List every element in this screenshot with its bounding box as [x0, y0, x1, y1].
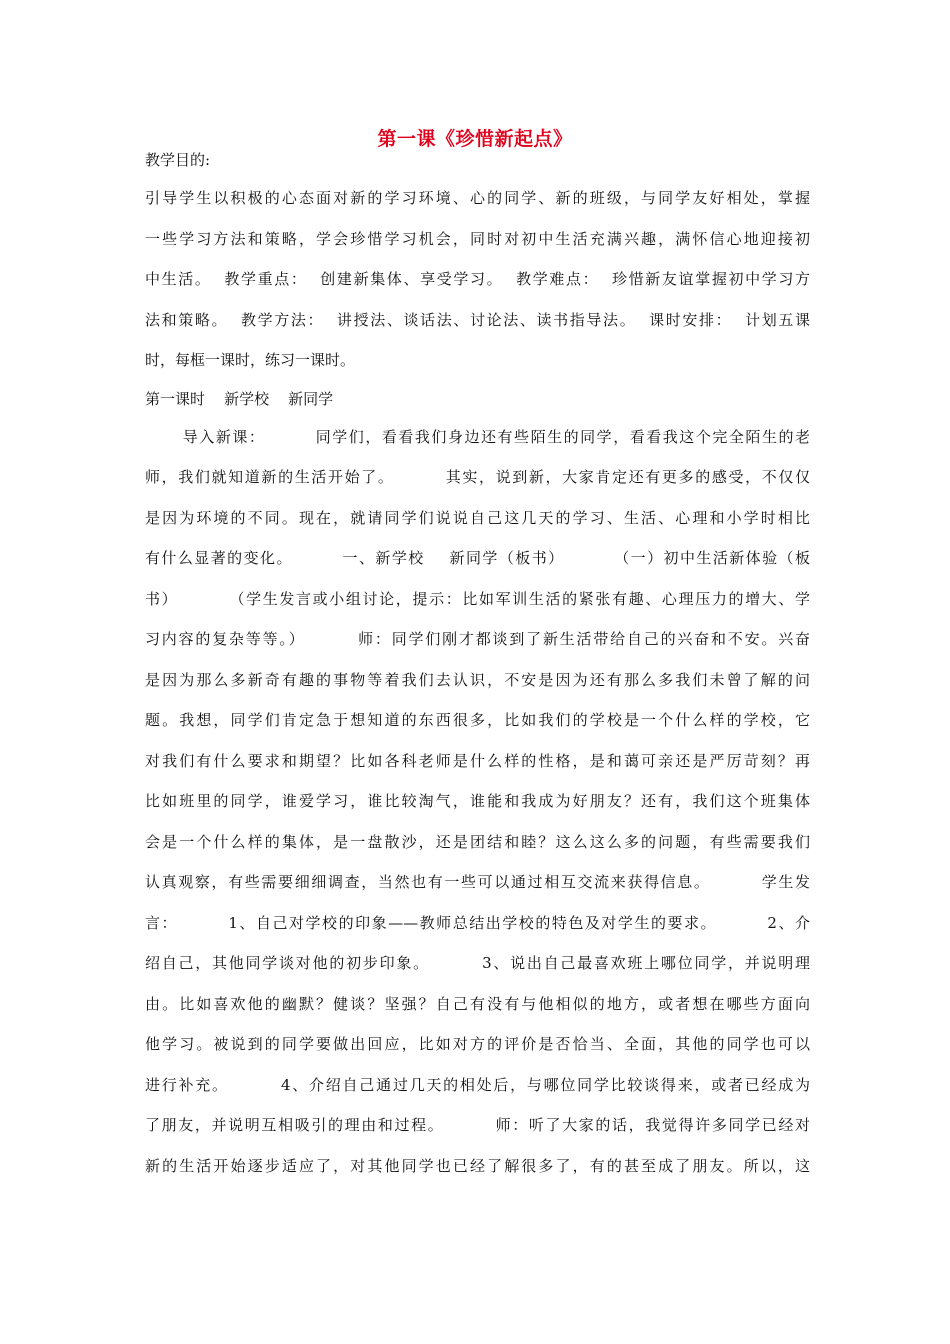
text-line: 法和策略。 教学方法： 讲授法、谈话法、讨论法、读书指导法。 课时安排： 计划五课: [145, 311, 810, 329]
section-heading-lesson-one: 第一课时 新学校 新同学: [145, 390, 334, 408]
text-line: 他学习。被说到的同学要做出回应，比如对方的评价是否恰当、全面，其他的同学也可以: [145, 1035, 810, 1053]
text-line: 导入新课： 同学们，看看我们身边还有些陌生的同学，看看我这个完全陌生的老: [145, 428, 810, 446]
text-line: 言： 1、自己对学校的印象——教师总结出学校的特色及对学生的要求。 2、介: [145, 914, 810, 932]
text-line: 是因为环境的不同。现在，就请同学们说说自己这几天的学习、生活、心理和小学时相比: [145, 509, 810, 527]
text-line: 是因为那么多新奇有趣的事物等着我们去认识，不安是因为还有那么多我们未曾了解的问: [145, 671, 810, 689]
document-title: 第一课《珍惜新起点》: [377, 128, 573, 150]
text-line: 了朋友，并说明互相吸引的理由和过程。 师：听了大家的话，我觉得许多同学已经对: [145, 1116, 810, 1134]
text-line: 会是一个什么样的集体，是一盘散沙，还是团结和睦？这么这么多的问题，有些需要我们: [145, 833, 810, 851]
text-line: 题。我想，同学们肯定急于想知道的东西很多，比如我们的学校是一个什么样的学校，它: [145, 711, 810, 729]
text-line: 书） （学生发言或小组讨论，提示：比如军训生活的紧张有趣、心理压力的增大、学: [145, 590, 810, 608]
text-line: 师，我们就知道新的生活开始了。 其实，说到新，大家肯定还有更多的感受，不仅仅: [145, 468, 810, 486]
text-line: 有什么显著的变化。 一、新学校 新同学（板书） （一）初中生活新体验（板: [145, 549, 810, 567]
section-heading-objectives: 教学目的:: [145, 151, 211, 169]
text-line: 进行补充。 4、介绍自己通过几天的相处后，与哪位同学比较谈得来，或者已经成为: [145, 1076, 810, 1094]
text-line: 比如班里的同学，谁爱学习，谁比较淘气，谁能和我成为好朋友？还有，我们这个班集体: [145, 792, 810, 810]
text-line: 对我们有什么要求和期望？比如各科老师是什么样的性格，是和蔼可亲还是严厉苛刻？再: [145, 752, 810, 770]
text-line: 新的生活开始逐步适应了，对其他同学也已经了解很多了，有的甚至成了朋友。所以，这: [145, 1157, 810, 1175]
text-line: 习内容的复杂等等。） 师：同学们刚才都谈到了新生活带给自己的兴奋和不安。兴奋: [145, 630, 810, 648]
text-line: 认真观察，有些需要细细调查，当然也有一些可以通过相互交流来获得信息。 学生发: [145, 873, 810, 891]
text-line: 由。比如喜欢他的幽默？健谈？坚强？自己有没有与他相似的地方，或者想在哪些方面向: [145, 995, 810, 1013]
text-line: 绍自己，其他同学谈对他的初步印象。 3、说出自己最喜欢班上哪位同学，并说明理: [145, 954, 810, 972]
text-line: 时，每框一课时，练习一课时。: [145, 351, 356, 369]
text-line: 中生活。 教学重点： 创建新集体、享受学习。 教学难点： 珍惜新友谊掌握初中学习方: [145, 270, 810, 288]
text-line: 一些学习方法和策略，学会珍惜学习机会，同时对初中生活充满兴趣，满怀信心地迎接初: [145, 230, 810, 248]
text-line: 引导学生以积极的心态面对新的学习环境、心的同学、新的班级，与同学友好相处，掌握: [145, 189, 810, 207]
